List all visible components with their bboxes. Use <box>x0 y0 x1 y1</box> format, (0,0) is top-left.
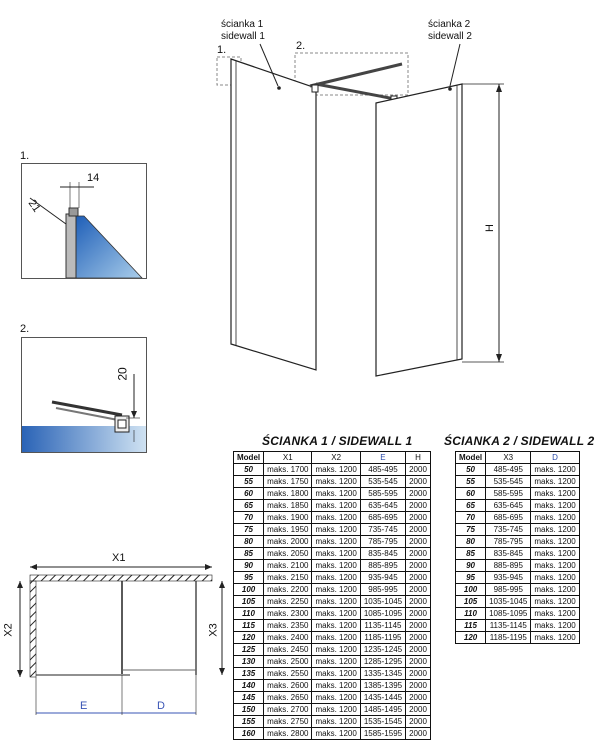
table2-title: ŚCIANKA 2 / SIDEWALL 2 <box>444 434 595 448</box>
cell-d: maks. 1200 <box>531 476 579 488</box>
cell-d: maks. 1200 <box>531 536 579 548</box>
cell-h: 2000 <box>406 488 431 500</box>
cell-model: 115 <box>234 620 264 632</box>
cell-h: 2000 <box>406 668 431 680</box>
table-row <box>234 500 431 512</box>
cell-x3: 985-995 <box>486 584 531 596</box>
cell-e: 785-795 <box>360 536 405 548</box>
table-row <box>234 596 431 608</box>
cell-x1: maks. 2750 <box>264 716 312 728</box>
t1-header-x1: X1 <box>264 452 312 464</box>
cell-model: 100 <box>456 584 486 596</box>
cell-model: 55 <box>234 476 264 488</box>
cell-e: 1185-1195 <box>360 632 405 644</box>
plan-x1-label: X1 <box>112 552 126 564</box>
plan-x3-arrow-b <box>219 668 225 675</box>
detail2-marker: 2. <box>296 40 306 52</box>
cell-h: 2000 <box>406 524 431 536</box>
cell-e: 635-645 <box>360 500 405 512</box>
cell-model: 125 <box>234 644 264 656</box>
cell-h: 2000 <box>406 476 431 488</box>
plan-d-label: D <box>157 700 165 712</box>
cell-model: 75 <box>456 524 486 536</box>
table2-header-row <box>456 452 580 464</box>
cell-h: 2000 <box>406 536 431 548</box>
cell-e: 1285-1295 <box>360 656 405 668</box>
cell-h: 2000 <box>406 596 431 608</box>
sidewall1-label-en: sidewall 1 <box>221 31 265 42</box>
cell-x2: maks. 1200 <box>312 560 360 572</box>
cell-x2: maks. 1200 <box>312 596 360 608</box>
cell-model: 60 <box>234 488 264 500</box>
table-row <box>234 644 431 656</box>
cell-e: 1535-1545 <box>360 716 405 728</box>
cell-h: 2000 <box>406 632 431 644</box>
cell-model: 100 <box>234 584 264 596</box>
cell-x2: maks. 1200 <box>312 656 360 668</box>
cell-model: 55 <box>456 476 486 488</box>
bracket-left <box>312 85 318 92</box>
cell-x1: maks. 2700 <box>264 704 312 716</box>
cell-x2: maks. 1200 <box>312 584 360 596</box>
cell-x1: maks. 2800 <box>264 728 312 740</box>
cell-x1: maks. 2150 <box>264 572 312 584</box>
cell-h: 2000 <box>406 704 431 716</box>
cell-h: 2000 <box>406 644 431 656</box>
cell-x3: 1135-1145 <box>486 620 531 632</box>
cell-x2: maks. 1200 <box>312 620 360 632</box>
cell-model: 65 <box>456 500 486 512</box>
cell-x3: 1035-1045 <box>486 596 531 608</box>
cell-x3: 1085-1095 <box>486 608 531 620</box>
height-arrow-bottom <box>496 354 502 362</box>
cell-x2: maks. 1200 <box>312 548 360 560</box>
cell-model: 105 <box>234 596 264 608</box>
table-row <box>234 704 431 716</box>
detail1-profile <box>66 214 76 278</box>
cell-model: 70 <box>456 512 486 524</box>
cell-d: maks. 1200 <box>531 620 579 632</box>
cell-x1: maks. 1900 <box>264 512 312 524</box>
cell-d: maks. 1200 <box>531 632 579 644</box>
cell-h: 2000 <box>406 728 431 740</box>
cell-h: 2000 <box>406 656 431 668</box>
cell-x3: 735-745 <box>486 524 531 536</box>
cell-model: 95 <box>234 572 264 584</box>
table-row <box>234 548 431 560</box>
cell-d: maks. 1200 <box>531 500 579 512</box>
cell-d: maks. 1200 <box>531 548 579 560</box>
sidewall2-leader <box>450 44 460 86</box>
table-row <box>456 536 580 548</box>
plan-wall-left <box>30 581 36 677</box>
cell-x2: maks. 1200 <box>312 632 360 644</box>
cell-e: 1585-1595 <box>360 728 405 740</box>
table-row <box>456 500 580 512</box>
cell-x3: 835-845 <box>486 548 531 560</box>
cell-model: 90 <box>234 560 264 572</box>
cell-model: 85 <box>456 548 486 560</box>
t2-header-model: Model <box>456 452 486 464</box>
cell-x3: 685-695 <box>486 512 531 524</box>
cell-x2: maks. 1200 <box>312 572 360 584</box>
cell-model: 70 <box>234 512 264 524</box>
cell-model: 130 <box>234 656 264 668</box>
cell-x2: maks. 1200 <box>312 464 360 476</box>
sidewall1-panel <box>231 59 316 370</box>
cell-model: 85 <box>234 548 264 560</box>
cell-x2: maks. 1200 <box>312 488 360 500</box>
plan-wall-top <box>30 575 212 581</box>
cell-x1: maks. 2050 <box>264 548 312 560</box>
cell-e: 885-895 <box>360 560 405 572</box>
cell-h: 2000 <box>406 584 431 596</box>
cell-e: 1435-1445 <box>360 692 405 704</box>
cell-x2: maks. 1200 <box>312 608 360 620</box>
table-row <box>456 620 580 632</box>
plan-x2-arrow-b <box>17 670 23 677</box>
detail2-title: 2. <box>20 323 30 335</box>
detail1-cap <box>69 208 78 216</box>
cell-x3: 485-495 <box>486 464 531 476</box>
table1-header-row <box>234 452 431 464</box>
stabilizer-bar-2 <box>316 84 395 99</box>
sidewall1-label-pl: ścianka 1 <box>221 19 264 30</box>
table-row <box>234 584 431 596</box>
plan-x1-arrow-l <box>30 564 37 570</box>
table-row <box>456 596 580 608</box>
cell-e: 1035-1045 <box>360 596 405 608</box>
cell-x1: maks. 2600 <box>264 680 312 692</box>
cell-e: 1335-1345 <box>360 668 405 680</box>
cell-x3: 535-545 <box>486 476 531 488</box>
table-row <box>234 668 431 680</box>
detail1-glass <box>76 216 142 278</box>
cell-x1: maks. 2550 <box>264 668 312 680</box>
detail1-dim-diag: 21 <box>25 197 43 215</box>
table-row <box>234 656 431 668</box>
detail2-box <box>21 337 147 453</box>
cell-x1: maks. 1950 <box>264 524 312 536</box>
table-row <box>456 632 580 644</box>
detail2-dim-arrow <box>131 411 137 418</box>
cell-model: 110 <box>234 608 264 620</box>
cell-x1: maks. 2000 <box>264 536 312 548</box>
cell-e: 935-945 <box>360 572 405 584</box>
cell-e: 985-995 <box>360 584 405 596</box>
t1-header-model: Model <box>234 452 264 464</box>
table-row <box>456 608 580 620</box>
table-row <box>456 572 580 584</box>
table-row <box>456 476 580 488</box>
cell-x1: maks. 2500 <box>264 656 312 668</box>
table-row <box>456 524 580 536</box>
cell-e: 585-595 <box>360 488 405 500</box>
cell-x1: maks. 2350 <box>264 620 312 632</box>
plan-view <box>0 545 230 715</box>
cell-e: 735-745 <box>360 524 405 536</box>
cell-x2: maks. 1200 <box>312 476 360 488</box>
table1-title: ŚCIANKA 1 / SIDEWALL 1 <box>262 434 413 448</box>
sidewall2-label-pl: ścianka 2 <box>428 19 471 30</box>
cell-d: maks. 1200 <box>531 596 579 608</box>
detail1-dim-top: 14 <box>87 172 100 184</box>
cell-h: 2000 <box>406 512 431 524</box>
stabilizer-bar <box>310 64 402 86</box>
table-row <box>234 632 431 644</box>
table-row <box>234 464 431 476</box>
table-row <box>234 476 431 488</box>
t1-header-e: E <box>360 452 405 464</box>
cell-x2: maks. 1200 <box>312 644 360 656</box>
cell-model: 60 <box>456 488 486 500</box>
t1-header-x2: X2 <box>312 452 360 464</box>
cell-x1: maks. 1800 <box>264 488 312 500</box>
cell-x1: maks. 2200 <box>264 584 312 596</box>
plan-x2-label: X2 <box>2 623 15 637</box>
table-row <box>234 560 431 572</box>
cell-x1: maks. 1850 <box>264 500 312 512</box>
cell-x2: maks. 1200 <box>312 500 360 512</box>
plan-x3-arrow-t <box>219 581 225 588</box>
table-row <box>234 608 431 620</box>
detail1-title: 1. <box>20 150 30 162</box>
cell-x2: maks. 1200 <box>312 536 360 548</box>
cell-d: maks. 1200 <box>531 488 579 500</box>
table-row <box>456 512 580 524</box>
sidewall2-leader-dot <box>448 87 452 91</box>
cell-d: maks. 1200 <box>531 572 579 584</box>
cell-x1: maks. 2650 <box>264 692 312 704</box>
cell-model: 160 <box>234 728 264 740</box>
cell-e: 1235-1245 <box>360 644 405 656</box>
cell-x2: maks. 1200 <box>312 524 360 536</box>
table-row <box>456 488 580 500</box>
sidewall2-label-en: sidewall 2 <box>428 31 472 42</box>
cell-h: 2000 <box>406 560 431 572</box>
sidewall2-panel <box>376 84 462 376</box>
cell-model: 50 <box>456 464 486 476</box>
cell-model: 80 <box>456 536 486 548</box>
cell-h: 2000 <box>406 464 431 476</box>
cell-x2: maks. 1200 <box>312 704 360 716</box>
cell-x2: maks. 1200 <box>312 680 360 692</box>
plan-x1-arrow-r <box>205 564 212 570</box>
table-row <box>234 692 431 704</box>
table-row <box>234 572 431 584</box>
cell-h: 2000 <box>406 692 431 704</box>
cell-x2: maks. 1200 <box>312 716 360 728</box>
sidewall2-table <box>455 451 580 644</box>
table-row <box>234 620 431 632</box>
cell-h: 2000 <box>406 608 431 620</box>
table-row <box>234 512 431 524</box>
cell-h: 2000 <box>406 572 431 584</box>
cell-x3: 885-895 <box>486 560 531 572</box>
cell-x1: maks. 1700 <box>264 464 312 476</box>
table-row <box>234 680 431 692</box>
plan-x3-label: X3 <box>207 623 220 637</box>
cell-x1: maks. 1750 <box>264 476 312 488</box>
cell-e: 1385-1395 <box>360 680 405 692</box>
cell-e: 485-495 <box>360 464 405 476</box>
cell-model: 95 <box>456 572 486 584</box>
cell-x1: maks. 2300 <box>264 608 312 620</box>
cell-d: maks. 1200 <box>531 584 579 596</box>
t1-header-h: H <box>406 452 431 464</box>
cell-h: 2000 <box>406 548 431 560</box>
table-row <box>456 560 580 572</box>
cell-x1: maks. 2250 <box>264 596 312 608</box>
cell-x1: maks. 2400 <box>264 632 312 644</box>
cell-e: 1085-1095 <box>360 608 405 620</box>
cell-x3: 935-945 <box>486 572 531 584</box>
detail2-dim-vertical: 20 <box>115 367 130 381</box>
cell-model: 115 <box>456 620 486 632</box>
cell-h: 2000 <box>406 680 431 692</box>
cell-d: maks. 1200 <box>531 464 579 476</box>
cell-model: 75 <box>234 524 264 536</box>
cell-x2: maks. 1200 <box>312 728 360 740</box>
cell-h: 2000 <box>406 716 431 728</box>
t2-header-d: D <box>531 452 579 464</box>
cell-x2: maks. 1200 <box>312 692 360 704</box>
cell-x3: 1185-1195 <box>486 632 531 644</box>
cell-model: 140 <box>234 680 264 692</box>
cell-d: maks. 1200 <box>531 512 579 524</box>
cell-model: 105 <box>456 596 486 608</box>
table-row <box>456 464 580 476</box>
cell-e: 835-845 <box>360 548 405 560</box>
cell-model: 80 <box>234 536 264 548</box>
cell-model: 155 <box>234 716 264 728</box>
cell-d: maks. 1200 <box>531 608 579 620</box>
cell-e: 685-695 <box>360 512 405 524</box>
cell-x3: 635-645 <box>486 500 531 512</box>
cell-model: 110 <box>456 608 486 620</box>
detail2-bracket-inner <box>118 420 126 428</box>
table-row <box>234 524 431 536</box>
cell-x1: maks. 2100 <box>264 560 312 572</box>
detail1-box <box>21 163 147 279</box>
cell-model: 65 <box>234 500 264 512</box>
cell-model: 145 <box>234 692 264 704</box>
table-row <box>234 488 431 500</box>
cell-d: maks. 1200 <box>531 524 579 536</box>
t2-header-x3: X3 <box>486 452 531 464</box>
cell-x3: 585-595 <box>486 488 531 500</box>
cell-model: 135 <box>234 668 264 680</box>
cell-model: 120 <box>234 632 264 644</box>
table-row <box>456 584 580 596</box>
table-row <box>234 716 431 728</box>
cell-d: maks. 1200 <box>531 560 579 572</box>
height-label: H <box>483 224 496 232</box>
cell-e: 535-545 <box>360 476 405 488</box>
table-row <box>234 728 431 740</box>
plan-e-label: E <box>80 700 88 712</box>
cell-x2: maks. 1200 <box>312 668 360 680</box>
table-row <box>234 536 431 548</box>
cell-x2: maks. 1200 <box>312 512 360 524</box>
height-arrow-top <box>496 84 502 92</box>
cell-model: 120 <box>456 632 486 644</box>
table-row <box>456 548 580 560</box>
detail1-marker: 1. <box>217 44 227 56</box>
cell-x1: maks. 2450 <box>264 644 312 656</box>
cell-e: 1135-1145 <box>360 620 405 632</box>
cell-model: 150 <box>234 704 264 716</box>
cell-h: 2000 <box>406 500 431 512</box>
cell-model: 90 <box>456 560 486 572</box>
plan-x2-arrow-t <box>17 581 23 588</box>
cell-model: 50 <box>234 464 264 476</box>
cell-x3: 785-795 <box>486 536 531 548</box>
sidewall1-leader-dot <box>277 86 281 90</box>
sidewall1-table <box>233 451 431 740</box>
cell-h: 2000 <box>406 620 431 632</box>
cell-e: 1485-1495 <box>360 704 405 716</box>
